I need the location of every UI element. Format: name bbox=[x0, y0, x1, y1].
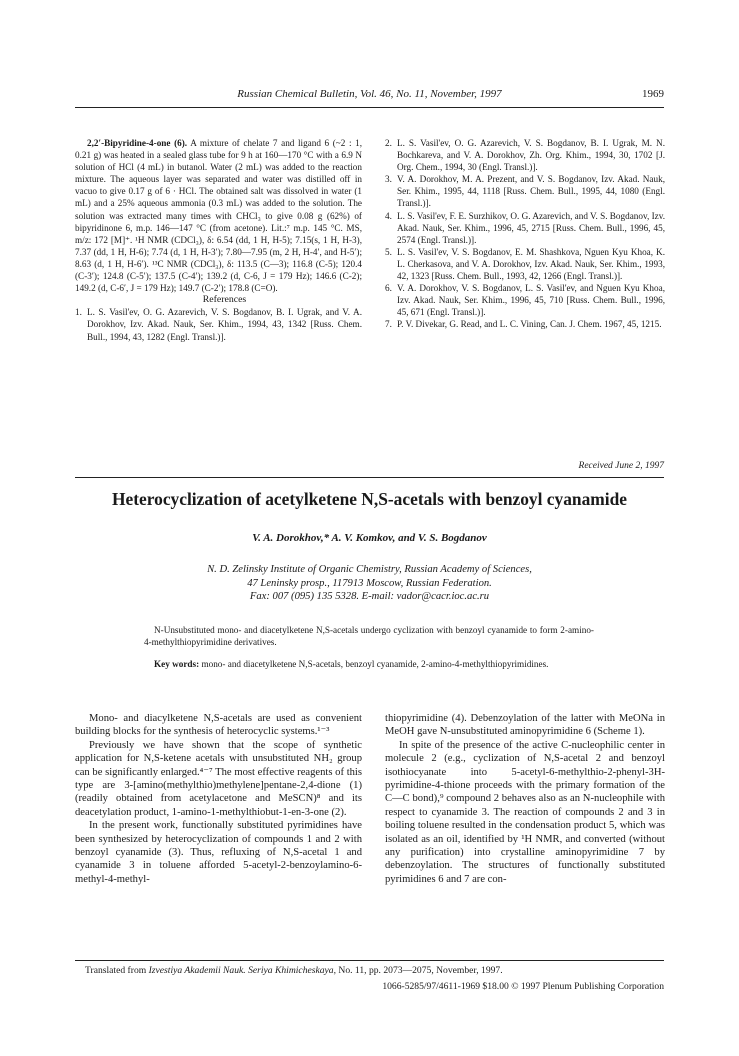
reference-text: L. S. Vasil'ev, O. G. Azarevich, V. S. Bogdanov, B. I. Ugrak, M. N. Bochkareva, and V. A. Dorokhov, Zh. Org. Khim., 1994, 30, 1702 [J. Org. Chem., 1994, 30 (Engl. Transl.)]. bbox=[397, 138, 665, 173]
reference-text: L. S. Vasil'ev, V. S. Bogdanov, E. M. Shashkova, Nguen Kyu Khoa, K. L. Cherkasova, and V. A. Dorokhov, Izv. Akad. Nauk, Ser. Khim., 1993, 42, 1323 [Russ. Chem. Bull., 1993, 42, 1266 (Engl. Transl.)]. bbox=[397, 246, 665, 282]
reference-number: 6. bbox=[385, 283, 392, 294]
body-left-column bbox=[75, 712, 362, 886]
footer-rule bbox=[75, 960, 664, 961]
compound-heading: 2,2′-Bipyridine-4-one (6). bbox=[87, 138, 188, 148]
journal-citation: Russian Chemical Bulletin, Vol. 46, No. 11, November, 1997 bbox=[237, 88, 502, 100]
translated-source: Izvestiya Akademii Nauk. Seriya Khimicheskaya, bbox=[148, 965, 336, 976]
running-head bbox=[75, 88, 664, 104]
reference-item bbox=[385, 137, 665, 173]
article-authors: V. A. Dorokhov,* A. V. Komkov, and V. S. Bogdanov bbox=[252, 532, 487, 544]
reference-item bbox=[385, 210, 665, 246]
reference-number: 7. bbox=[385, 319, 392, 330]
body-paragraph: Previously we have shown that the scope of synthetic application for N,S-ketene acetals with unsubstituted NH₂ group can be significantly enlarged.⁴⁻⁷ The most effective reagents of this type are 3-[amino(methylthio)methylene]pentane-2,4-dione (1) (readily obtained from acetylacetone and MeSCN)⁸ and its deacetylation product, 1-amino-1-methylthiobut-1-en-3-one (2). bbox=[75, 739, 362, 818]
article-separator-rule bbox=[75, 477, 664, 478]
body-paragraph: thiopyrimidine (4). Debenzoylation of the latter with MeONa in MeOH gave N-unsubstituted aminopyrimidine 6 (Scheme 1). bbox=[385, 713, 665, 738]
reference-text: L. S. Vasil'ev, O. G. Azarevich, V. S. Bogdanov, B. I. Ugrak, and V. A. Dorokhov, Izv. Akad. Nauk, Ser. Khim., 1994, 43, 1342 [Russ. Chem. Bull., 1994, 43, 1282 (Engl. Transl.)]. bbox=[87, 307, 362, 342]
received-date: Received June 2, 1997 bbox=[578, 461, 664, 471]
translation-note bbox=[85, 965, 503, 976]
reference-text: V. A. Dorokhov, V. S. Bogdanov, L. S. Vasil'ev, and Nguen Kyu Khoa, Izv. Akad. Nauk, Ser. Khim., 1996, 45, 710 [Russ. Chem. Bull., 1996, 45, 671 (Engl. Transl.)]. bbox=[397, 283, 665, 318]
reference-number: 3. bbox=[385, 174, 392, 185]
reference-item bbox=[385, 282, 665, 318]
reference-text: L. S. Vasil'ev, F. E. Surzhikov, O. G. Azarevich, and V. S. Bogdanov, Izv. Akad. Nauk, Ser. Khim., 1996, 45, 2715 [Russ. Chem. Bull., 1996, 45, 2574 (Engl. Transl.)]. bbox=[397, 210, 666, 245]
reference-number: 1. bbox=[75, 307, 82, 318]
reference-item bbox=[385, 173, 665, 209]
prev-article-right-column bbox=[385, 137, 665, 331]
experimental-paragraph bbox=[75, 137, 362, 294]
reference-item bbox=[385, 246, 665, 282]
page-number: 1969 bbox=[642, 88, 664, 100]
affiliation-line: Fax: 007 (095) 135 5328. E-mail: vador@cacr.ioc.ac.ru bbox=[249, 591, 490, 603]
reference-number: 4. bbox=[385, 210, 392, 221]
article-title: Heterocyclization of acetylketene N,S-acetals with benzoyl cyanamide bbox=[111, 489, 627, 509]
body-paragraph: In spite of the presence of the active C-nucleophilic center in molecule 2 (e.g., cyclization of N,S-acetal 2 and benzoyl isothiocyanate into 5-acetyl-6-methylthio-2-phenyl-3H-pyrimidine-4-thione proceeds with the primary formation of the C—C bond),⁹ compound 2 behaves also as an N-nucleophile with respect to cyanamide 3. The reaction of compounds 2 and 3 in boiling toluene resulted in the condensation product 5, which was isolated as an oil, identified by ¹H NMR, and converted (without any purification) into crystalline aminopyrimidine 7 by debenzoylation. The structures of functionally substituted pyrimidines 6 and 7 are con- bbox=[385, 739, 665, 885]
reference-text: V. A. Dorokhov, M. A. Prezent, and V. S. Bogdanov, Izv. Akad. Nauk, Ser. Khim., 1995, 44, 1118 [Russ. Chem. Bull., 1995, 44, 1080 (Engl. Transl.)]. bbox=[397, 174, 665, 209]
translated-prefix: Translated from bbox=[85, 965, 147, 976]
experimental-text: A mixture of chelate 7 and ligand 6 (~2 : 1, 0.21 g) was heated in a sealed glass tube for 9 h at 160—170 °C with a 6.9 N solution of HCl (4 mL) in butanol. Water (2 mL) was added to the reaction mixture. The aqueous layer was separated and water was distilled off in vacuo to give 0.17 g of 6 · HCl. The obtained salt was dissolved in water (1 mL) and a 25% aqueous ammonia (0.3 mL) was added to the solution. The solution was extracted many times with CHCl₃ to give 0.08 g (62%) of bipyridinone 6, m.p. 146—147 °C (from acetone). Lit.:⁷ m.p. 145 °C. MS, m/z: 172 [M]⁺. ¹H NMR (CDCl₃), δ: 6.54 (dd, 1 H, H-5); 7.15(s, 1 H, H-3), 7.37 (dd, 1 H, H-6); 7.74 (d, 1 H, H-3′); 7.80—7.95 (m, 2 H, H-4′, and H-5′); 8.63 (d, 1 H, H-6′). ¹³C NMR (CDCl₃), δ: 113.5 (C—3); 116.8 (C-5); 120.4 (C-3′); 124.8 (C-5′); 137.5 (C-4′); 139.2 (d, C-6, J = 179 Hz); 146.6 (C-2); 149.2 (d, C-6′, J = 179 Hz); 149.7 (C-2′); 178.8 (C=O). bbox=[75, 138, 362, 294]
body-right-column bbox=[385, 712, 665, 886]
reference-text: P. V. Divekar, G. Read, and L. C. Vining, Can. J. Chem. 1967, 45, 1215. bbox=[397, 319, 662, 330]
reference-number: 2. bbox=[385, 138, 392, 148]
keywords-text: mono- and diacetylketene N,S-acetals, benzoyl cyanamide, 2-amino-4-methylthiopyrimidines. bbox=[201, 659, 549, 670]
prev-article-left-column bbox=[75, 137, 362, 343]
abstract-text: N-Unsubstituted mono- and diacetylketene N,S-acetals undergo cyclization with benzoyl cyanamide to form 2-amino-4-methylthiopyrimidine derivatives. bbox=[144, 625, 594, 648]
header-rule bbox=[75, 107, 664, 108]
reference-item bbox=[75, 306, 362, 342]
copyright-line: 1066-5285/97/4611-1969 $18.00 © 1997 Plenum Publishing Corporation bbox=[382, 981, 664, 992]
translated-details: No. 11, pp. 2073—2075, November, 1997. bbox=[338, 965, 503, 976]
reference-item bbox=[385, 318, 665, 330]
affiliation-line: 47 Leninsky prosp., 117913 Moscow, Russian Federation. bbox=[247, 577, 492, 589]
body-paragraph: In the present work, functionally substituted pyrimidines have been synthesized by heterocyclization of compounds 1 and 2 with benzoyl cyanamide (3). Thus, refluxing of N,S-acetal 1 and cyanamide 3 in toluene afforded 5-acetyl-2-benzoylamino-6-methyl-4-methyl- bbox=[75, 820, 362, 885]
affiliation bbox=[75, 563, 664, 604]
body-paragraph: Mono- and diacylketene N,S-acetals are used as convenient building blocks for the synthesis of heterocyclic systems.¹⁻³ bbox=[75, 713, 362, 738]
keywords bbox=[144, 658, 594, 670]
references-heading: References bbox=[202, 294, 247, 306]
reference-number: 5. bbox=[385, 246, 392, 257]
affiliation-line: N. D. Zelinsky Institute of Organic Chemistry, Russian Academy of Sciences, bbox=[207, 564, 532, 575]
keywords-label: Key words: bbox=[154, 659, 200, 670]
abstract-block bbox=[144, 624, 594, 680]
